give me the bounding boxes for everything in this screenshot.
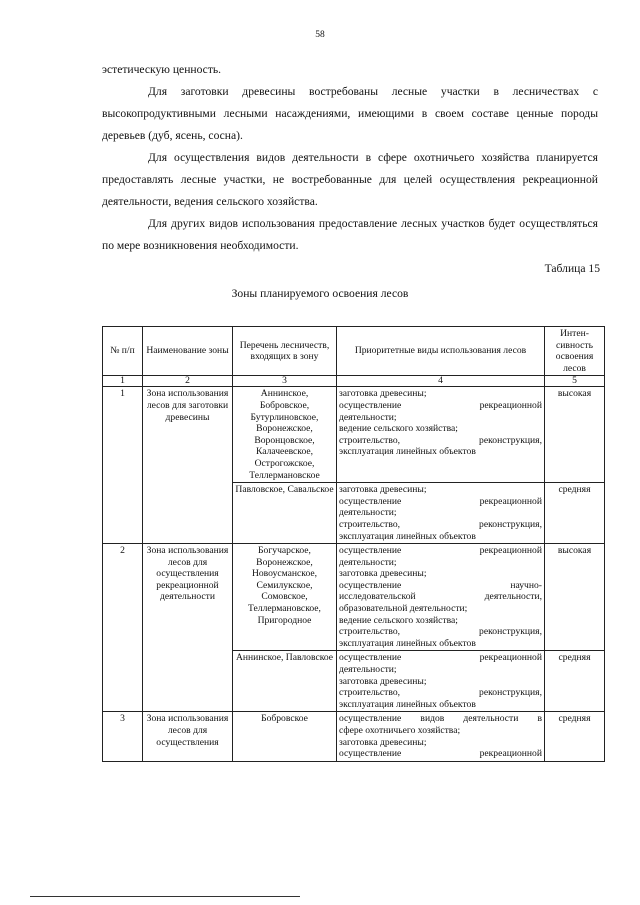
use-line: заготовка древесины; — [339, 736, 427, 748]
use-line: строительство, реконструкция, — [339, 687, 542, 699]
priority-uses — [337, 483, 545, 544]
paragraph-continuation — [102, 59, 598, 81]
footnote-separator — [30, 896, 300, 897]
use-line: исследовательской деятельности, — [339, 591, 542, 603]
table-row — [103, 712, 605, 761]
paragraph-text: эстетическую ценность. — [102, 63, 222, 76]
column-number: 3 — [233, 376, 337, 387]
use-line: эксплуатация линейных объектов — [339, 446, 476, 458]
use-line: образовательной деятельности; — [339, 603, 468, 615]
forestry-list: Аннинское, Павловское — [233, 651, 337, 712]
use-line: осуществление рекреационной — [339, 399, 542, 411]
zone-name: Зона использования лесов для осуществления — [143, 712, 233, 761]
use-line: деятельности; — [339, 507, 397, 519]
forestry-list: Бобровское — [233, 712, 337, 761]
use-line: заготовка древесины; — [339, 568, 427, 580]
forestry-list: Богучарское, Воронежское, Новоусманское, Семилукское, Сомовское, Теллермановское, Пригородное — [233, 544, 337, 651]
use-line: строительство, реконструкция, — [339, 518, 542, 530]
use-line: ведение сельского хозяйства; — [339, 423, 458, 435]
use-line: осуществление рекреационной — [339, 545, 542, 557]
column-number: 5 — [545, 376, 605, 387]
zone-number: 3 — [103, 712, 143, 761]
table-header-row — [103, 327, 605, 376]
use-line: деятельности; — [339, 556, 397, 568]
header-forestry-list: Перечень лесничеств, входящих в зону — [233, 327, 337, 376]
use-line: осуществление видов деятельности в — [339, 713, 542, 725]
header-intensity: Интен-сивность освоения лесов — [545, 327, 605, 376]
header-priority-uses: Приоритетные виды использования лесов — [337, 327, 545, 376]
use-line: осуществление рекреационной — [339, 495, 542, 507]
column-number: 1 — [103, 376, 143, 387]
use-line: заготовка древесины; — [339, 388, 427, 400]
use-line: ведение сельского хозяйства; — [339, 614, 458, 626]
paragraph-hunting — [102, 147, 598, 213]
intensity-value: средняя — [545, 651, 605, 712]
column-number: 2 — [143, 376, 233, 387]
priority-uses — [337, 651, 545, 712]
forestry-list: Аннинское, Бобровское, Бутурлиновское, Воронежское, Воронцовское, Калачеевское, Острогожское, Теллермановское — [233, 387, 337, 483]
use-line: эксплуатация линейных объектов — [339, 530, 476, 542]
use-line: деятельности; — [339, 411, 397, 423]
intensity-value: высокая — [545, 544, 605, 651]
zone-number: 1 — [103, 387, 143, 544]
paragraph-text: Для других видов использования предоставление лесных участков будет осуществляться по мере возникновения необходимости. — [102, 217, 598, 252]
use-line: эксплуатация линейных объектов — [339, 637, 476, 649]
header-num: № п/п — [103, 327, 143, 376]
use-line: деятельности; — [339, 664, 397, 676]
column-number: 4 — [337, 376, 545, 387]
page-number: 58 — [315, 30, 325, 40]
priority-uses — [337, 387, 545, 483]
intensity-value: средняя — [545, 712, 605, 761]
table-number: Таблица 15 — [544, 262, 600, 275]
column-number-row — [103, 376, 605, 387]
priority-uses — [337, 712, 545, 761]
table-row — [103, 544, 605, 651]
zones-table — [102, 326, 605, 762]
header-zone-name: Наименование зоны — [143, 327, 233, 376]
paragraph-timber — [102, 81, 598, 147]
use-line: заготовка древесины; — [339, 675, 427, 687]
table-title: Зоны планируемого освоения лесов — [231, 287, 409, 300]
zone-name: Зона использования лесов для осуществления рекреационной деятельности — [143, 544, 233, 712]
use-line: сфере охотничьего хозяйства; — [339, 725, 461, 736]
use-line: осуществление рекреационной — [339, 652, 542, 664]
intensity-value: средняя — [545, 483, 605, 544]
forestry-list: Павловское, Савальское — [233, 483, 337, 544]
use-line: заготовка древесины; — [339, 484, 427, 496]
use-line: осуществление научно- — [339, 579, 542, 591]
table-row — [103, 387, 605, 483]
intensity-value: высокая — [545, 387, 605, 483]
priority-uses — [337, 544, 545, 651]
use-line: строительство, реконструкция, — [339, 434, 542, 446]
paragraph-text: Для осуществления видов деятельности в сфере охотничьего хозяйства планируется предоставлять лесные участки, не востребованные для целей осуществления рекреационной деятельности, ведения сельского хозяйства. — [102, 151, 598, 208]
use-line: строительство, реконструкция, — [339, 626, 542, 638]
paragraph-text: Для заготовки древесины востребованы лесные участки в лесничествах с высокопродуктивными лесными насаждениями, имеющими в своем составе ценные породы деревьев (дуб, ясень, сосна). — [102, 85, 598, 142]
use-line: осуществление рекреационной — [339, 748, 542, 760]
use-line: эксплуатация линейных объектов — [339, 698, 476, 710]
paragraph-other-uses — [102, 213, 598, 257]
zone-number: 2 — [103, 544, 143, 712]
zone-name: Зона использования лесов для заготовки древесины — [143, 387, 233, 544]
